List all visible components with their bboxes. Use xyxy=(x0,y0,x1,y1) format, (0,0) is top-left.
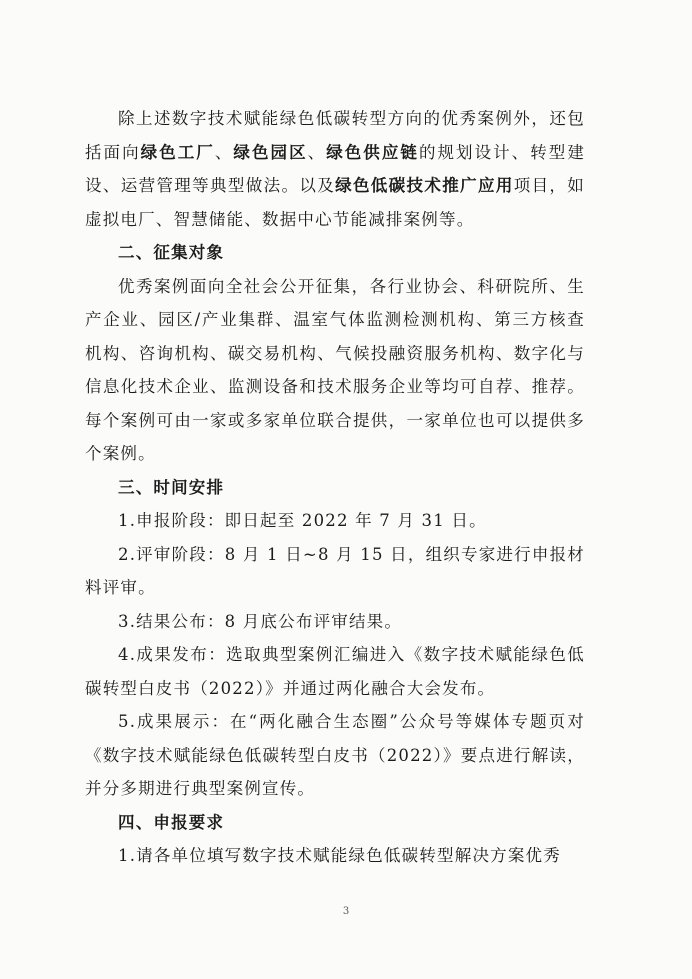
text-segment: 除上述数字技术赋能绿色低碳转型方向的优秀案例外，还包括面向 xyxy=(85,109,585,162)
schedule-item-2: 2.评审阶段：8 月 1 日~8 月 15 日，组织专家进行申报材料评审。 xyxy=(85,544,585,597)
highlight-green-factory: 绿色工厂 xyxy=(140,142,215,162)
text-segment: 项目，如虚拟电厂、智慧储能、数据中心节能减排案例等。 xyxy=(85,176,585,229)
highlight-green-park: 绿色园区 xyxy=(233,142,308,162)
highlight-green-supply-chain: 绿色供应链 xyxy=(326,142,419,162)
intro-paragraph xyxy=(85,102,585,236)
page-number: 3 xyxy=(342,906,350,917)
section-2-body: 优秀案例面向全社会公开征集，各行业协会、科研院所、生产企业、园区/产业集群、温室气体监测检测机构、第三方核查机构、咨询机构、碳交易机构、气候投融资服务机构、数字化与信息化技术企业、监测设备和技术服务企业等均可自荐、推荐。每个案例可由一家或多家单位联合提供，一家单位也可以提供多个案例。 xyxy=(85,276,585,463)
section-heading-4: 四、申报要求 xyxy=(118,812,225,832)
schedule-item-4: 4.成果发布：选取典型案例汇编进入《数字技术赋能绿色低碳转型白皮书（2022）》并通过两化融合大会发布。 xyxy=(85,645,585,698)
text-segment: 、 xyxy=(307,142,327,162)
text-segment: 、 xyxy=(214,142,234,162)
schedule-item-5: 5.成果展示：在“两化融合生态圈”公众号等媒体专题页对《数字技术赋能绿色低碳转型白皮书（2022）》要点进行解读，并分多期进行典型案例宣传。 xyxy=(85,712,585,798)
schedule-item-3: 3.结果公布：8 月底公布评审结果。 xyxy=(118,611,403,631)
requirement-item-1: 1.请各单位填写数字技术赋能绿色低碳转型解决方案优秀 xyxy=(118,846,561,865)
schedule-item-1: 1.申报阶段：即日起至 2022 年 7 月 31 日。 xyxy=(118,511,487,530)
highlight-low-carbon-tech: 绿色低碳技术推广应用 xyxy=(335,176,514,195)
text-segment: 的规划设计、转型建设、运营管理等典型做法。以及 xyxy=(85,142,586,195)
section-heading-2: 二、征集对象 xyxy=(118,243,225,262)
document-body xyxy=(85,102,585,873)
section-heading-3: 三、时间安排 xyxy=(118,477,225,497)
